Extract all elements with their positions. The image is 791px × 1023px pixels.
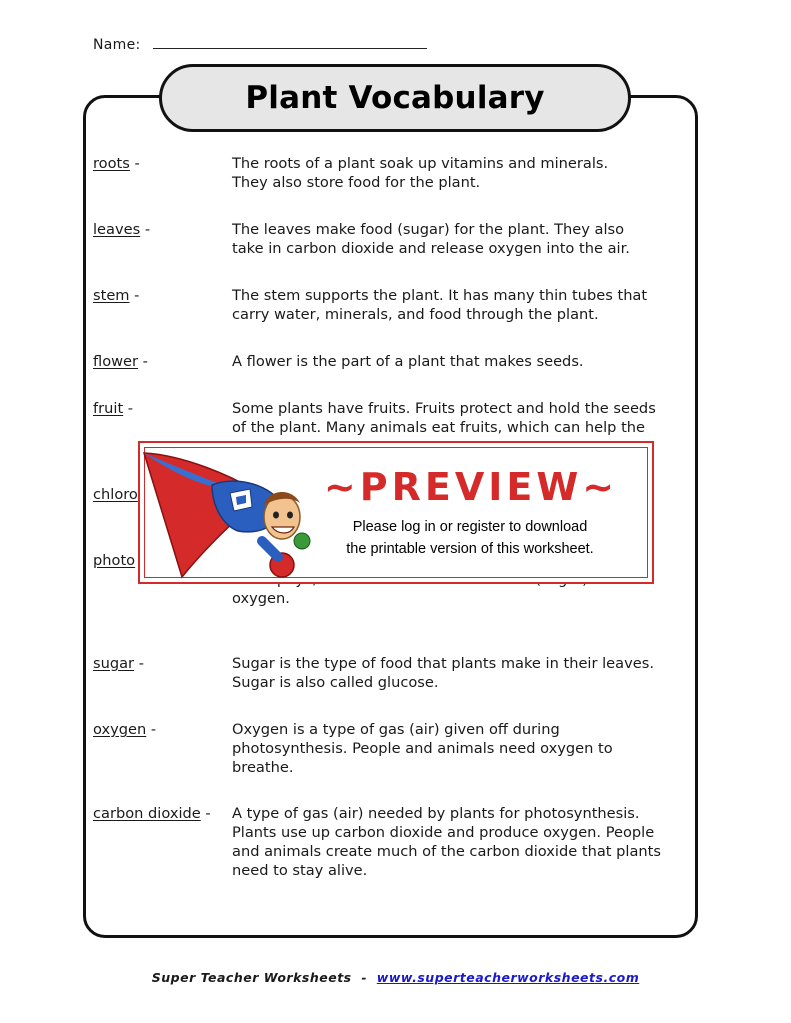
footer: [0, 970, 791, 985]
vocab-entry-carbon-dioxide: [93, 804, 693, 880]
vocab-definition: Oxygen is a type of gas (air) given off during photosynthesis. People and animals need oxygen to breathe.: [232, 721, 613, 776]
preview-message-line-1: Please log in or register to download: [352, 519, 588, 535]
name-line: [93, 36, 427, 53]
vocab-entry-stem: [93, 286, 693, 324]
vocab-term: photo: [93, 552, 136, 569]
vocab-entry-flower: [93, 352, 693, 371]
vocab-term: sugar -: [93, 655, 144, 672]
vocab-term: fruit -: [93, 400, 134, 417]
vocab-definition: A type of gas (air) needed by plants for photosynthesis. Plants use up carbon dioxide and produce oxygen. People and animals create much of the carbon dioxide that plants need to stay alive.: [232, 805, 661, 879]
vocab-entry-leaves: [93, 220, 693, 258]
vocab-entry-oxygen: [93, 720, 693, 777]
preview-heading: ~PREVIEW~: [323, 465, 619, 509]
vocab-entry-fruit: [93, 399, 693, 437]
vocab-definition: The roots of a plant soak up vitamins and minerals. They also store food for the plant.: [232, 155, 609, 191]
title-banner: [159, 64, 631, 132]
vocab-definition: The stem supports the plant. It has many thin tubes that carry water, minerals, and food through the plant.: [232, 287, 648, 323]
preview-overlay[interactable]: [138, 441, 654, 584]
vocab-definition: Some plants have fruits. Fruits protect and hold the seeds of the plant. Many animals eat fruits, which can help the: [232, 400, 656, 436]
vocab-definition: Sugar is the type of food that plants make in their leaves. Sugar is also called glucose.: [232, 655, 654, 691]
vocab-term: leaves -: [93, 221, 151, 238]
vocab-definition: oxygen.: [232, 590, 290, 607]
vocab-definition: A flower is the part of a plant that makes seeds.: [232, 353, 584, 370]
footer-site-link[interactable]: www.superteacherworksheets.com: [376, 970, 640, 985]
vocab-term: carbon dioxide -: [93, 805, 211, 822]
footer-brand: Super Teacher Worksheets: [151, 970, 352, 985]
vocab-term: oxygen -: [93, 721, 157, 738]
vocab-term: roots -: [93, 155, 140, 172]
vocab-entry-sugar: [93, 654, 693, 692]
vocab-definition: The leaves make food (sugar) for the plant. They also take in carbon dioxide and release oxygen into the air.: [232, 221, 630, 257]
vocab-entry-roots: [93, 154, 693, 192]
vocab-term: flower -: [93, 353, 148, 370]
vocab-term: chloro: [93, 486, 138, 503]
page-title: Plant Vocabulary: [245, 80, 545, 116]
preview-message-line-2: the printable version of this worksheet.: [346, 541, 594, 557]
footer-separator: -: [361, 970, 368, 985]
name-label: Name:: [93, 37, 141, 53]
superhero-mascot-icon: [142, 445, 317, 583]
vocab-term: stem -: [93, 287, 140, 304]
name-blank[interactable]: [153, 36, 427, 49]
